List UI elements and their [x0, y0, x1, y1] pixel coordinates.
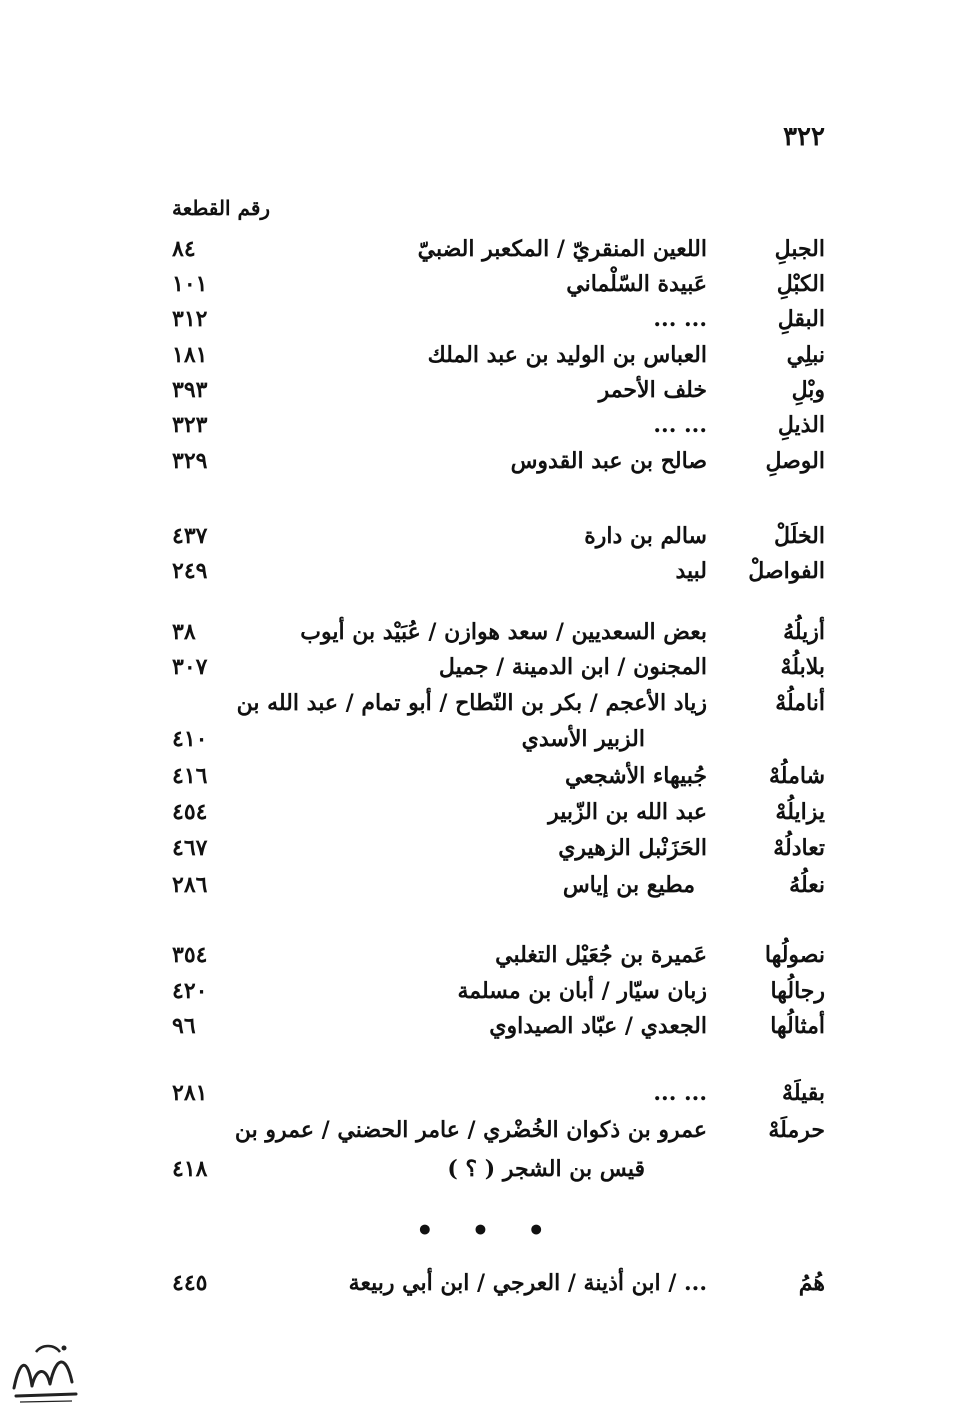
- piece-number: ٤٦٧: [172, 835, 208, 861]
- poet-names: عبد الله بن الزّبير: [548, 799, 707, 825]
- poet-names: سالم بن دارة: [584, 523, 707, 549]
- rhyme-word: تعادلُهْ: [773, 835, 825, 861]
- poet-names: المجنون / ابن الدمينة / جميل: [438, 654, 707, 680]
- section-separator: • • •: [415, 1214, 560, 1247]
- table-row: [0, 1013, 975, 1047]
- piece-number: ٩٦: [172, 1013, 196, 1039]
- table-row: [0, 1117, 975, 1151]
- rhyme-word: أزيلُهُ: [783, 619, 825, 645]
- poet-names: اللعين المنقريّ / المكعبر الضبيّ: [417, 236, 707, 262]
- poet-names: زبان سيّار / أبان بن مسلمة: [457, 978, 707, 1004]
- table-row: [0, 236, 975, 270]
- rhyme-word: الجبلِ: [774, 236, 825, 262]
- table-row: [0, 799, 975, 833]
- piece-number: ٣٠٧: [172, 654, 208, 680]
- rhyme-word: الذيلِ: [777, 412, 825, 438]
- rhyme-word: أمثالُها: [770, 1013, 825, 1039]
- poet-names: صالح بن عبد القدوس: [510, 448, 707, 474]
- table-row: [0, 448, 975, 482]
- table-row: [0, 342, 975, 376]
- poet-names: جُبيهاء الأشجعي: [565, 763, 707, 789]
- poet-names: ... ...: [653, 412, 707, 438]
- table-row: [0, 558, 975, 592]
- piece-number: ٣٥٤: [172, 942, 208, 968]
- piece-number: ٤١٠: [172, 726, 208, 752]
- table-row: [0, 763, 975, 797]
- poet-names: خلف الأحمر: [598, 377, 707, 403]
- table-row: [0, 1270, 975, 1304]
- table-row: [0, 942, 975, 976]
- table-row: [0, 619, 975, 653]
- piece-number: ٤١٨: [172, 1156, 208, 1182]
- rhyme-word: نبلِي: [786, 342, 825, 368]
- rhyme-word: نصولُها: [764, 942, 825, 968]
- table-row: [0, 978, 975, 1012]
- poet-names: ... ...: [653, 306, 707, 332]
- rhyme-word: نعلُهُ: [789, 872, 825, 898]
- table-row: [0, 872, 975, 906]
- table-row: [0, 690, 975, 724]
- piece-number: ٣٨: [172, 619, 196, 645]
- watermark-logo: [6, 1338, 86, 1410]
- piece-number: ٣٢٩: [172, 448, 208, 474]
- piece-number: ١٨١: [172, 342, 208, 368]
- rhyme-word: هُمُ: [798, 1270, 825, 1296]
- rhyme-word: الوصلِ: [765, 448, 825, 474]
- poet-names: ... / ابن أذينة / العرجي / ابن أبي ربيعة: [348, 1270, 707, 1296]
- piece-number: ٤٥٤: [172, 799, 208, 825]
- rhyme-word: الخلَلْ: [774, 523, 825, 549]
- piece-number: ٤٢٠: [172, 978, 208, 1004]
- table-row: [0, 654, 975, 688]
- piece-number: ٣٩٣: [172, 377, 208, 403]
- table-row: [0, 726, 975, 760]
- poet-names: زياد الأعجم / بكر بن النّطاح / أبو تمام / عبد الله بن: [236, 690, 707, 716]
- table-row: [0, 412, 975, 446]
- table-row: [0, 306, 975, 340]
- piece-number: ٤١٦: [172, 763, 208, 789]
- rhyme-word: الفواصلْ: [748, 558, 825, 584]
- poet-names: عَميرة بن جُعَيْل التغلبي: [495, 942, 707, 968]
- piece-number: ١٠١: [172, 271, 208, 297]
- rhyme-word: رجالُها: [770, 978, 825, 1004]
- page-number: ٣٢٢: [783, 122, 825, 152]
- rhyme-word: بقيلَهْ: [782, 1080, 825, 1106]
- poet-names: الجعدي / عبّاد الصيداوي: [489, 1013, 707, 1039]
- rhyme-word: البقلِ: [777, 306, 825, 332]
- piece-number: ٣٢٣: [172, 412, 208, 438]
- piece-number: ٨٤: [172, 236, 196, 262]
- piece-number: ٢٤٩: [172, 558, 208, 584]
- table-row: [0, 377, 975, 411]
- poet-names: مطيع بن إياس: [562, 872, 695, 898]
- rhyme-word: حرملَهْ: [768, 1117, 825, 1143]
- poet-names: بعض السعديين / سعد هوازن / عُبَيْد بن أيوب: [300, 619, 707, 645]
- poet-names: قيس بن الشجر ( ؟ ): [447, 1156, 645, 1182]
- piece-number: ٢٨٦: [172, 872, 208, 898]
- table-row: [0, 1080, 975, 1114]
- piece-number: ٣١٢: [172, 306, 208, 332]
- piece-number: ٤٣٧: [172, 523, 208, 549]
- column-header-piece-number: رقم القطعة: [172, 196, 271, 220]
- piece-number: ٢٨١: [172, 1080, 208, 1106]
- piece-number: ٤٤٥: [172, 1270, 208, 1296]
- rhyme-word: بلابلُهْ: [780, 654, 825, 680]
- poet-names: لبيد: [675, 558, 707, 584]
- table-row: [0, 523, 975, 557]
- rhyme-word: يزايلُهْ: [775, 799, 825, 825]
- poet-names: ... ...: [653, 1080, 707, 1106]
- rhyme-word: وبْلِ: [791, 377, 825, 403]
- poet-names: عَبيدة السّلْماني: [566, 271, 707, 297]
- table-row: [0, 271, 975, 305]
- rhyme-word: أناملُهْ: [775, 690, 825, 716]
- poet-names: الحَزَنْبل الزهيري: [558, 835, 707, 861]
- table-row: [0, 1156, 975, 1190]
- poet-names: العباس بن الوليد بن عبد الملك: [427, 342, 707, 368]
- rhyme-word: الكبْلِ: [776, 271, 825, 297]
- table-row: [0, 835, 975, 869]
- poet-names: الزبير الأسدي: [521, 726, 645, 752]
- poet-names: عمرو بن ذكوان الخُضْري / عامر الحضني / عمرو بن: [234, 1117, 707, 1143]
- rhyme-word: شاملُهْ: [769, 763, 825, 789]
